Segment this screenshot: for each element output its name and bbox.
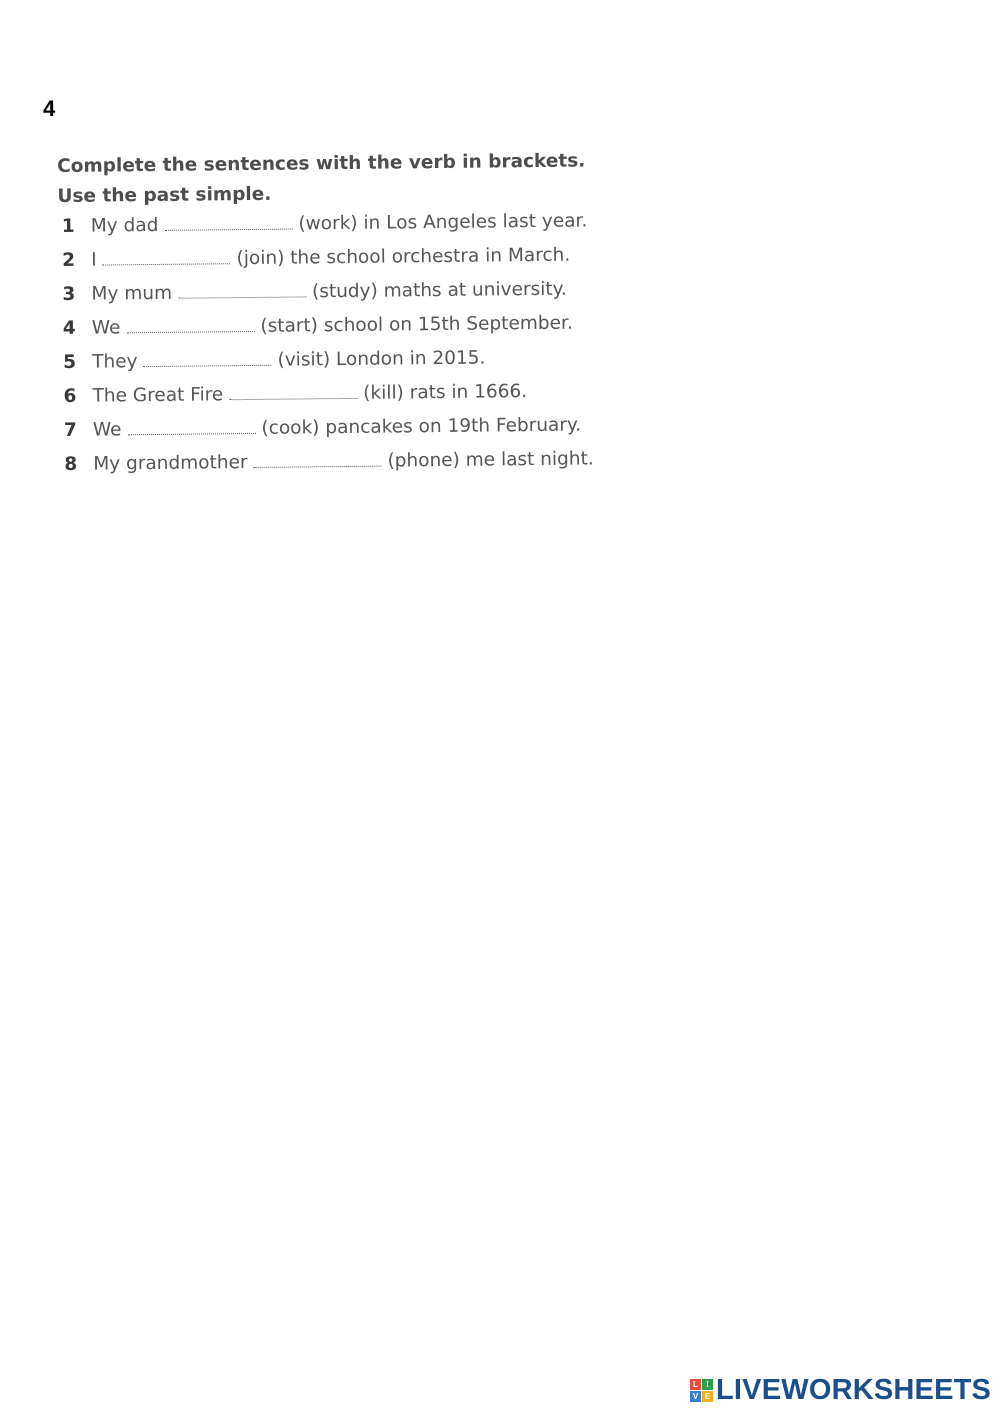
item-text-after: (work) in Los Angeles last year. (298, 210, 588, 235)
item-number: 8 (64, 453, 78, 475)
item-text-after: (visit) London in 2015. (277, 347, 486, 371)
answer-blank[interactable] (178, 295, 306, 298)
item-text-after: (cook) pancakes on 19th February. (261, 414, 582, 439)
answer-blank[interactable] (144, 364, 272, 367)
item-text-after: (kill) rats in 1666. (363, 381, 528, 404)
answer-blank[interactable] (164, 228, 292, 231)
logo-tiles-icon (690, 1379, 713, 1402)
item-number: 6 (63, 385, 77, 407)
item-text-before: We (92, 419, 122, 441)
item-text-after: (phone) me last night. (387, 448, 594, 472)
item-text-before: They (92, 351, 138, 373)
item-text-after: (start) school on 15th September. (260, 312, 573, 337)
logo-tile: I (702, 1379, 713, 1390)
exercise-item-8 (60, 448, 620, 488)
logo-text: LIVEWORKSHEETS (716, 1374, 992, 1406)
exercise-items (58, 210, 621, 488)
item-number: 5 (63, 351, 77, 373)
item-text-after: (join) the school orchestra in March. (236, 244, 571, 270)
item-number: 1 (61, 215, 75, 237)
answer-blank[interactable] (254, 465, 382, 468)
item-text-before: My grandmother (93, 452, 248, 475)
item-number: 7 (63, 419, 77, 441)
logo-tile: E (702, 1391, 713, 1402)
exercise (57, 146, 620, 488)
item-number: 4 (62, 317, 76, 339)
item-text-before: We (91, 317, 121, 339)
answer-blank[interactable] (103, 262, 231, 265)
answer-blank[interactable] (128, 432, 256, 435)
item-text-before: I (91, 249, 97, 271)
item-text-after: (study) maths at university. (311, 278, 567, 303)
logo-tile: L (690, 1379, 701, 1390)
logo-tile: V (690, 1391, 701, 1402)
exercise-instructions: Complete the sentences with the verb in brackets. Use the past simple. (57, 150, 586, 207)
page-number: 4 (43, 96, 56, 121)
liveworksheets-logo (690, 1374, 991, 1407)
item-number: 3 (62, 283, 76, 305)
item-number: 2 (62, 249, 76, 271)
exercise-item-1 (58, 210, 618, 250)
item-text-before: The Great Fire (92, 384, 224, 407)
item-text-before: My dad (90, 214, 159, 237)
answer-blank[interactable] (126, 330, 254, 333)
item-text-before: My mum (91, 282, 173, 305)
answer-blank[interactable] (229, 397, 357, 400)
